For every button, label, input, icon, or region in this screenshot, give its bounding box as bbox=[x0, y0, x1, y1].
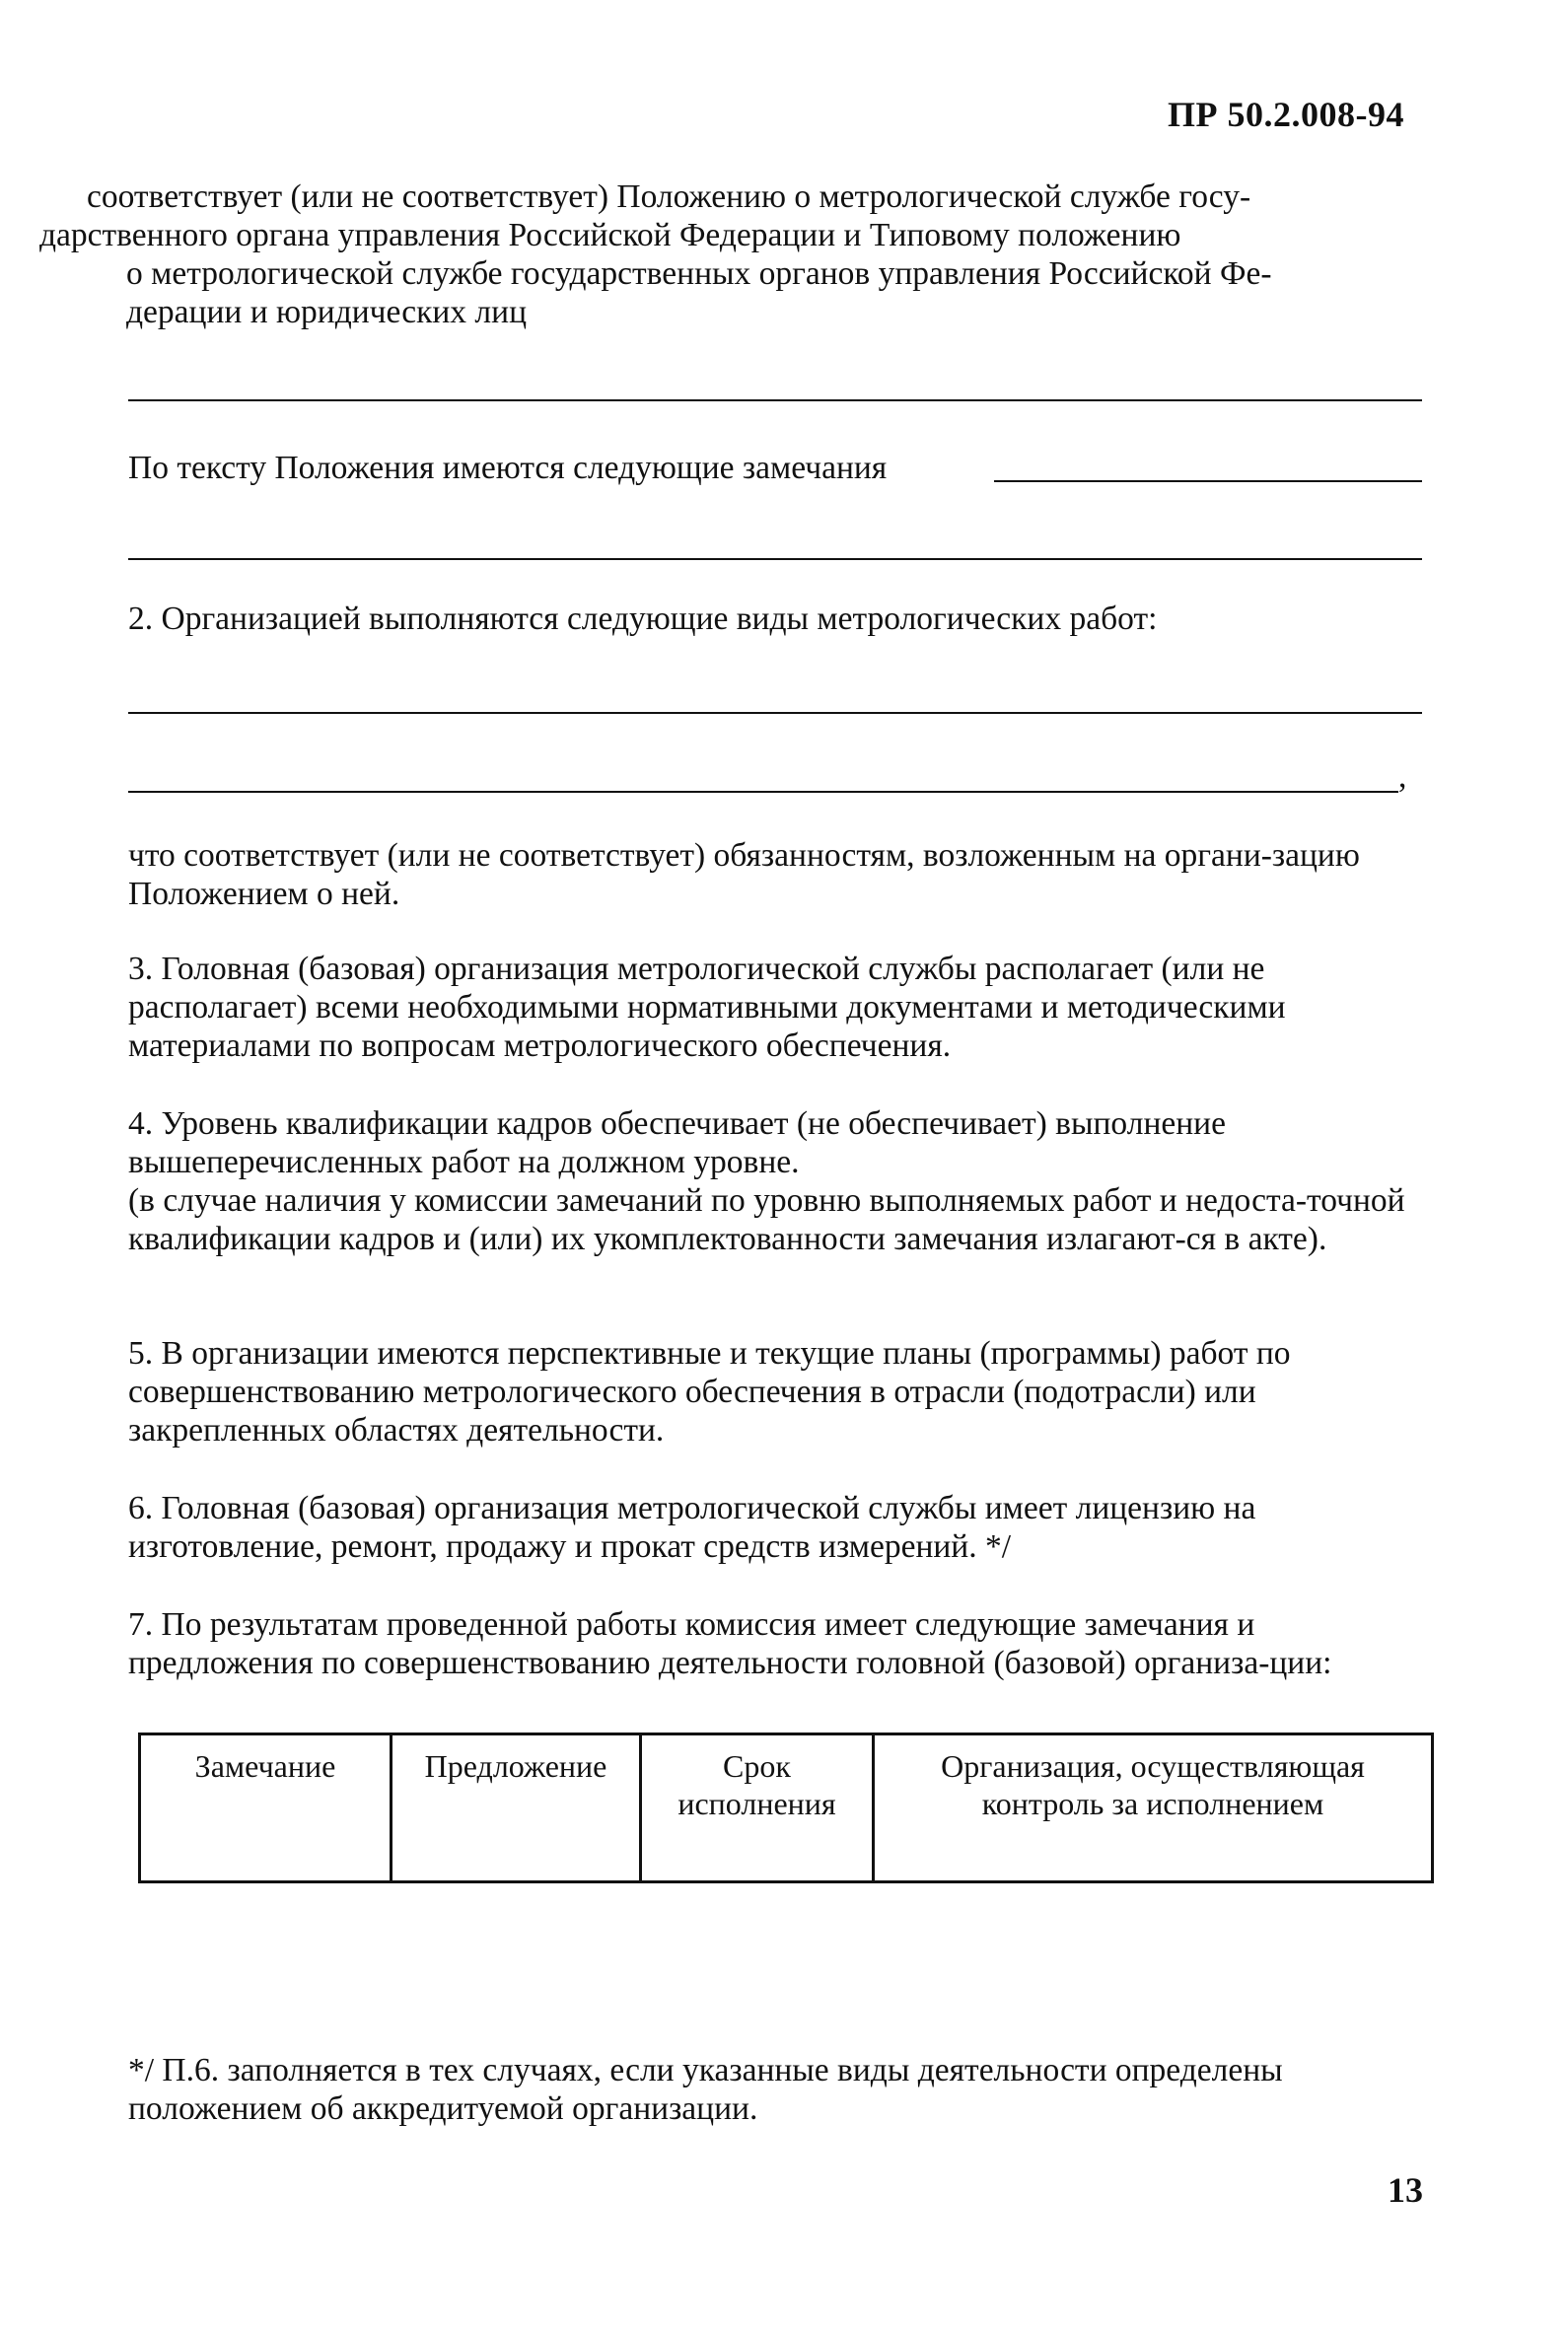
intro-line-3: о метрологической службе государственных органов управления Российской Фе- bbox=[126, 255, 1272, 292]
table-header-remark: Замечание bbox=[140, 1734, 392, 1882]
table-header-controlling-organization: Организация, осуществляющая контроль за исполнением bbox=[874, 1734, 1433, 1882]
section-3-text: 3. Головная (базовая) организация метрологической службы располагает (или не располагает) всеми необходимыми нормативными документами и методическими материалами по вопросам метрологического обеспечения. bbox=[128, 951, 1286, 1064]
remarks-table bbox=[138, 1733, 1434, 1883]
footnote: */ П.6. заполняется в тех случаях, если указанные виды деятельности определены положением об аккредитуемой организации. bbox=[128, 2052, 1283, 2127]
table-header-proposal: Предложение bbox=[392, 1734, 641, 1882]
intro-paragraph bbox=[39, 177, 1440, 331]
fill-line-2[interactable] bbox=[128, 558, 1422, 560]
section-2-conclusion: что соответствует (или не соответствует) обязанностям, возложенным на органи-зацию Положением о ней. bbox=[128, 837, 1360, 912]
remarks-table-container bbox=[138, 1733, 1431, 1883]
section-6-text: 6. Головная (базовая) организация метрологической службы имеет лицензию на изготовление, ремонт, продажу и прокат средств измерений. */ bbox=[128, 1490, 1256, 1565]
section-5-text: 5. В организации имеются перспективные и текущие планы (программы) работ по совершенствованию метрологического обеспечения в отрасли (подотрасли) или закрепленных областях деятельности. bbox=[128, 1335, 1291, 1449]
fill-line-3[interactable] bbox=[128, 712, 1422, 714]
fill-line-1[interactable] bbox=[128, 399, 1422, 401]
table-row bbox=[140, 1734, 1433, 1882]
remarks-fill-line[interactable] bbox=[994, 480, 1422, 482]
section-7-text: 7. По результатам проведенной работы комиссия имеет следующие замечания и предложения по совершенствованию деятельности головной (базовой) организа-ции: bbox=[128, 1606, 1332, 1681]
table-header-deadline: Срок исполнения bbox=[641, 1734, 874, 1882]
intro-line-4: дерации и юридических лиц bbox=[126, 294, 527, 330]
section-4-note: (в случае наличия у комиссии замечаний по уровню выполняемых работ и недоста-точной квалификации кадров и (или) их укомплектованности замечания излагают-ся в акте). bbox=[128, 1182, 1405, 1257]
page-number: 13 bbox=[1388, 2170, 1423, 2210]
intro-line-2: дарственного органа управления Российской Федерации и Типовому положению bbox=[39, 217, 1181, 253]
document-code: ПР 50.2.008-94 bbox=[1168, 95, 1404, 134]
section-4-text: 4. Уровень квалификации кадров обеспечивает (не обеспечивает) выполнение вышеперечисленных работ на должном уровне. bbox=[128, 1105, 1226, 1180]
fill-line-4[interactable] bbox=[128, 791, 1398, 793]
remarks-prompt: По тексту Положения имеются следующие замечания bbox=[128, 450, 888, 486]
intro-line-1: соответствует (или не соответствует) Положению о метрологической службе госу- bbox=[87, 178, 1251, 215]
fill-line-comma: , bbox=[1398, 758, 1407, 795]
section-2-text: 2. Организацией выполняются следующие виды метрологических работ: bbox=[128, 601, 1158, 637]
